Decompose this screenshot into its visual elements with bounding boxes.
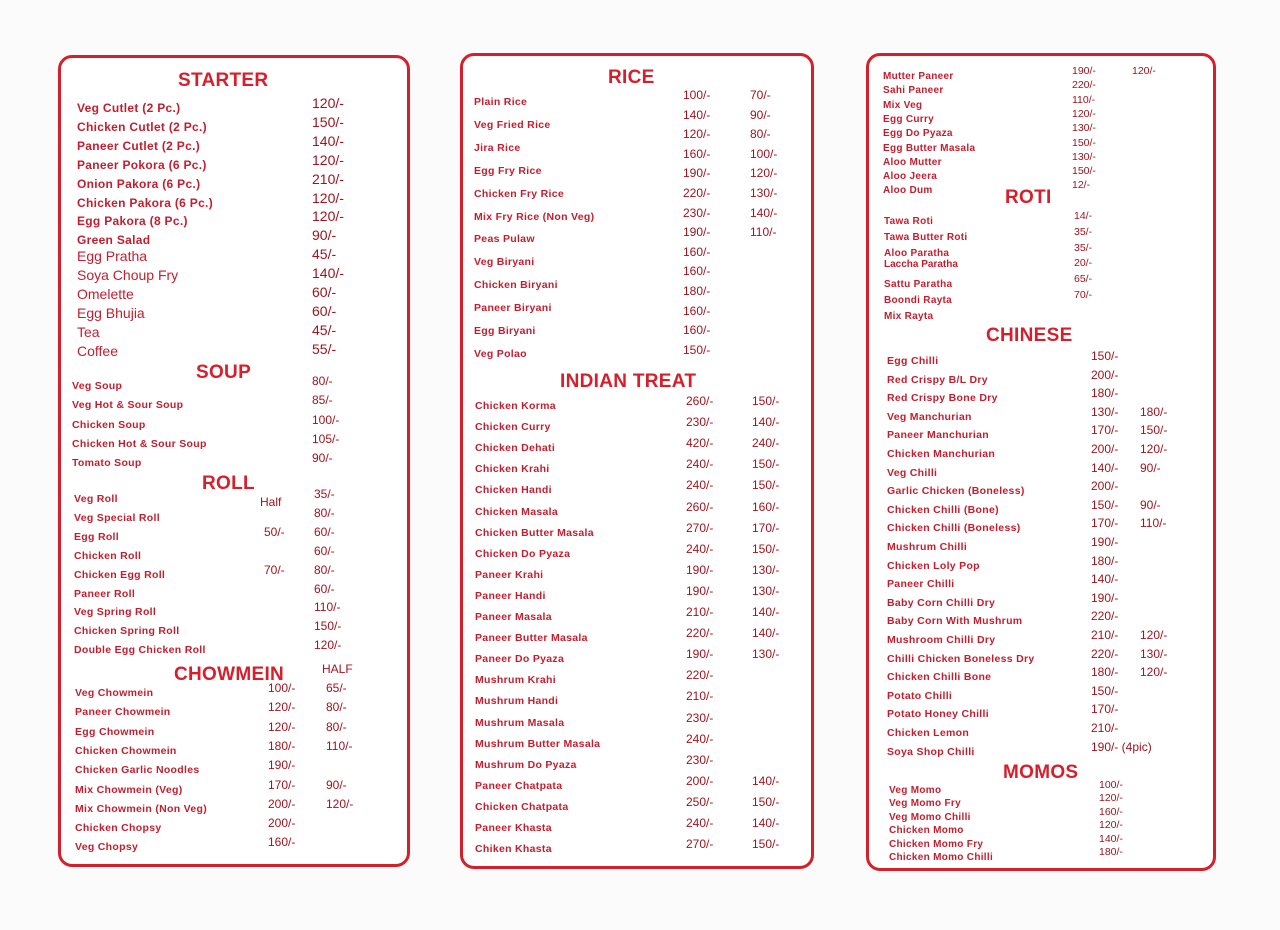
item-price: 220/- bbox=[1091, 609, 1119, 624]
item-price: 35/- bbox=[314, 487, 335, 501]
item-name: Mushrum Butter Masala bbox=[475, 737, 601, 750]
item-price: 60/- bbox=[312, 302, 337, 319]
item-price: 130/- bbox=[752, 647, 780, 662]
item-price: 120/- bbox=[1072, 107, 1096, 120]
item-name: Mix Chowmein (Non Veg) bbox=[75, 802, 208, 815]
item-price: 80/- bbox=[314, 562, 335, 577]
item-price: 140/- bbox=[752, 773, 780, 788]
item-name: Veg Special Roll bbox=[74, 511, 160, 524]
item-name: Mix Chowmein (Veg) bbox=[75, 783, 183, 796]
item-name: Chicken Do Pyaza bbox=[475, 547, 571, 560]
item-price: 120/- bbox=[1140, 665, 1168, 680]
item-name: Aloo Dum bbox=[883, 185, 933, 197]
item-name: Chicken Chilli Bone bbox=[887, 671, 992, 684]
section-title: SOUP bbox=[196, 362, 252, 383]
item-price: 140/- bbox=[1091, 460, 1119, 475]
item-price: 210/- bbox=[1091, 721, 1119, 735]
item-name: Red Crispy Bone Dry bbox=[887, 392, 998, 405]
item-price: 60/- bbox=[314, 524, 335, 539]
item-name: Veg Chowmein bbox=[75, 687, 154, 699]
item-name: Mushrum Krahi bbox=[475, 674, 556, 687]
item-price: 140/- bbox=[752, 415, 780, 430]
item-name: Boondi Rayta bbox=[884, 295, 953, 306]
item-price: 170/- bbox=[1091, 702, 1119, 717]
item-name: Aloo Mutter bbox=[883, 156, 942, 168]
item-name: Chicken Masala bbox=[475, 505, 558, 518]
item-price: 85/- bbox=[312, 393, 333, 408]
item-name: Veg Manchurian bbox=[887, 410, 972, 423]
section-title: CHINESE bbox=[986, 325, 1073, 346]
item-name: Chicken Egg Roll bbox=[74, 568, 166, 581]
item-price: 110/- bbox=[314, 600, 341, 615]
item-price: 260/- bbox=[686, 499, 714, 514]
item-name: Chilli Chicken Boneless Dry bbox=[887, 652, 1035, 665]
item-price: 230/- bbox=[686, 752, 714, 767]
item-price: 220/- bbox=[1091, 646, 1119, 661]
item-price: 180/- bbox=[683, 284, 711, 298]
item-name: Veg Momo Fry bbox=[889, 798, 961, 810]
item-price: 150/- bbox=[1140, 423, 1168, 438]
item-name: Sattu Paratha bbox=[884, 279, 953, 291]
column-header: HALF bbox=[322, 662, 353, 676]
item-price: 140/- bbox=[750, 205, 778, 220]
item-name: Soya Choup Fry bbox=[77, 267, 179, 284]
item-price: 120/- bbox=[314, 638, 342, 653]
item-name: Chicken Chowmein bbox=[75, 744, 177, 757]
item-price: 190/- bbox=[686, 583, 714, 598]
item-price: 130/- bbox=[750, 186, 778, 200]
item-name: Chicken Chilli (Bone) bbox=[887, 503, 999, 516]
item-name: Egg Bhujia bbox=[77, 304, 145, 321]
item-name: Chicken Lemon bbox=[887, 727, 970, 739]
item-price: 150/- bbox=[1072, 136, 1096, 149]
item-price: 110/- bbox=[1072, 93, 1096, 106]
item-name: Veg Roll bbox=[74, 493, 118, 505]
item-price: 90/- bbox=[326, 777, 347, 792]
item-name: Potato Chilli bbox=[887, 689, 953, 702]
item-name: Egg Fry Rice bbox=[474, 164, 542, 177]
item-name: Aloo Paratha bbox=[884, 247, 950, 259]
item-price: 120/- bbox=[312, 208, 344, 225]
item-name: Paneer Krahi bbox=[475, 568, 544, 581]
item-price: 70/- bbox=[750, 88, 771, 102]
item-name: Double Egg Chicken Roll bbox=[74, 644, 206, 657]
item-name: Omelette bbox=[77, 286, 134, 302]
item-name: Chicken Momo Fry bbox=[889, 838, 984, 850]
item-price: 200/- bbox=[1091, 479, 1119, 494]
item-name: Red Crispy B/L Dry bbox=[887, 373, 988, 386]
item-price: 130/- bbox=[1072, 150, 1096, 163]
item-price: 210/- bbox=[1091, 628, 1119, 642]
item-price: 120/- bbox=[1099, 819, 1123, 832]
item-name: Mushrum Chilli bbox=[887, 541, 968, 553]
item-name: Paneer Roll bbox=[74, 587, 136, 600]
item-price: 90/- bbox=[750, 107, 771, 122]
item-name: Egg Pratha bbox=[77, 248, 148, 265]
item-name: Chicken Garlic Noodles bbox=[75, 764, 200, 777]
item-price: 160/- bbox=[268, 835, 296, 850]
item-name: Chicken Curry bbox=[475, 421, 551, 434]
item-price: 130/- bbox=[752, 583, 780, 598]
item-price: 150/- bbox=[1091, 683, 1119, 698]
item-price: 100/- bbox=[683, 88, 711, 102]
item-name: Veg Fried Rice bbox=[474, 118, 551, 131]
item-price: 35/- bbox=[1074, 225, 1093, 238]
item-name: Mix Rayta bbox=[884, 310, 934, 322]
item-name: Veg Hot & Sour Soup bbox=[72, 399, 184, 412]
item-price: 140/- bbox=[752, 605, 780, 619]
item-price: 60/- bbox=[314, 581, 335, 596]
item-name: Veg Soup bbox=[72, 380, 123, 392]
item-price: 110/- bbox=[750, 225, 777, 240]
item-price: 65/- bbox=[1074, 273, 1093, 286]
item-price: 60/- bbox=[312, 284, 337, 300]
item-price: 190/- bbox=[1091, 590, 1119, 605]
item-price: 120/- bbox=[312, 189, 344, 206]
item-name: Chicken Butter Masala bbox=[475, 526, 594, 539]
item-name: Chicken Hot & Sour Soup bbox=[72, 437, 207, 450]
item-price: 130/- bbox=[752, 562, 780, 577]
section-title: ROTI bbox=[1005, 187, 1052, 208]
item-name: Paneer Chowmein bbox=[75, 706, 171, 719]
item-name: Paneer Biryani bbox=[474, 302, 552, 315]
item-price: 120/- bbox=[1132, 65, 1156, 77]
item-name: Chicken Spring Roll bbox=[74, 625, 180, 638]
item-name: Chiken Khasta bbox=[475, 843, 552, 856]
item-name: Mutter Paneer bbox=[883, 71, 954, 82]
item-price: 220/- bbox=[1072, 79, 1096, 92]
item-price: 150/- bbox=[752, 457, 780, 472]
item-price: 140/- bbox=[312, 132, 344, 149]
item-price: 150/- bbox=[752, 794, 780, 809]
item-price: 180/- bbox=[1099, 846, 1123, 858]
item-name: Soya Shop Chilli bbox=[887, 745, 975, 758]
item-name: Sahi Paneer bbox=[883, 85, 944, 97]
item-price: 210/- bbox=[686, 605, 714, 619]
item-price: 150/- bbox=[1091, 349, 1119, 363]
item-price: 170/- bbox=[268, 777, 296, 792]
item-name: Paneer Pokora (6 Pc.) bbox=[77, 157, 207, 172]
item-name: Chicken Chatpata bbox=[475, 800, 569, 813]
item-price: 100/- bbox=[268, 681, 296, 695]
item-name: Veg Spring Roll bbox=[74, 606, 157, 619]
item-name: Plain Rice bbox=[474, 96, 528, 108]
item-price: 120/- bbox=[268, 700, 296, 715]
item-price: 180/- bbox=[1091, 665, 1119, 680]
item-price: 14/- bbox=[1074, 210, 1093, 222]
item-name: Coffee bbox=[77, 342, 118, 359]
item-price: 80/- bbox=[750, 127, 771, 142]
item-name: Chicken Chopsy bbox=[75, 822, 162, 835]
item-price: 120/- bbox=[750, 166, 778, 181]
item-name: Mix Veg bbox=[883, 99, 923, 111]
item-price: 200/- bbox=[1091, 367, 1119, 382]
item-price: 230/- bbox=[686, 415, 714, 430]
item-price: 240/- bbox=[752, 436, 780, 451]
item-name: Egg Pakora (8 Pc.) bbox=[77, 214, 188, 229]
item-price: 120/- bbox=[268, 719, 296, 734]
item-price: 150/- bbox=[312, 113, 344, 130]
item-name: Paneer Do Pyaza bbox=[475, 653, 565, 666]
item-price: 150/- bbox=[683, 342, 711, 357]
item-price: 150/- bbox=[752, 478, 780, 493]
item-price: 160/- bbox=[683, 244, 711, 259]
item-name: Paneer Chilli bbox=[887, 578, 955, 591]
item-name: Veg Chopsy bbox=[75, 841, 139, 854]
item-name: Veg Momo Chilli bbox=[889, 811, 971, 823]
item-price: 240/- bbox=[686, 731, 714, 746]
item-price: 180/- bbox=[268, 738, 296, 753]
item-name: Chicken Cutlet (2 Pc.) bbox=[77, 119, 207, 134]
item-price: 190/- bbox=[1091, 535, 1119, 549]
item-price: 160/- bbox=[752, 499, 780, 514]
item-name: Chicken Krahi bbox=[475, 463, 550, 476]
item-price: 130/- bbox=[1072, 122, 1096, 135]
column-header: Half bbox=[260, 495, 282, 509]
item-price: 90/- bbox=[1140, 497, 1161, 512]
item-name: Chicken Dehati bbox=[475, 442, 556, 455]
item-name: Veg Polao bbox=[474, 347, 527, 360]
item-price: 160/- bbox=[683, 303, 711, 318]
item-price: 190/- bbox=[683, 225, 711, 240]
item-price: 160/- bbox=[683, 264, 711, 279]
section-title: RICE bbox=[608, 67, 655, 88]
item-price: 200/- bbox=[268, 796, 296, 811]
item-name: Chicken Fry Rice bbox=[474, 187, 564, 200]
item-price: 250/- bbox=[686, 794, 714, 809]
item-name: Egg Roll bbox=[74, 530, 119, 543]
item-name: Tawa Roti bbox=[884, 216, 934, 227]
item-name: Veg Biryani bbox=[474, 256, 535, 269]
item-name: Baby Corn With Mushrum bbox=[887, 615, 1023, 628]
item-price: 120/- bbox=[1140, 628, 1168, 642]
item-price: 105/- bbox=[312, 431, 340, 446]
item-price: 35/- bbox=[1074, 241, 1093, 254]
item-price: 140/- bbox=[1091, 572, 1119, 587]
item-price: 120/- bbox=[1099, 792, 1123, 805]
item-price: 270/- bbox=[686, 837, 714, 852]
item-name: Chicken Handi bbox=[475, 484, 552, 497]
item-price: 55/- bbox=[312, 340, 337, 357]
item-name: Chicken Chilli (Boneless) bbox=[887, 522, 1021, 535]
item-price: 70/- bbox=[1074, 289, 1093, 301]
item-name: Baby Corn Chilli Dry bbox=[887, 596, 996, 609]
item-name: Tomato Soup bbox=[72, 457, 142, 470]
section-title: MOMOS bbox=[1003, 762, 1079, 783]
item-price: 110/- bbox=[326, 738, 353, 753]
item-price: 200/- bbox=[268, 816, 296, 831]
item-name: Mushrum Masala bbox=[475, 716, 565, 729]
item-price: 150/- bbox=[1091, 497, 1119, 512]
item-price: 160/- bbox=[683, 146, 711, 161]
item-price: 210/- bbox=[686, 689, 714, 704]
item-price: 190/- (4pic) bbox=[1091, 739, 1152, 754]
item-price: 140/- bbox=[683, 107, 711, 122]
item-price: 120/- bbox=[326, 796, 354, 811]
item-price: 100/- bbox=[312, 412, 340, 427]
item-price: 80/- bbox=[314, 505, 335, 520]
item-price: 45/- bbox=[312, 321, 337, 338]
item-name: Veg Cutlet (2 Pc.) bbox=[77, 101, 181, 115]
item-name: Egg Chowmein bbox=[75, 725, 155, 738]
item-price: 160/- bbox=[1099, 805, 1123, 818]
item-price: 90/- bbox=[312, 227, 337, 244]
item-price: 160/- bbox=[683, 323, 711, 338]
section-title: ROLL bbox=[202, 473, 255, 494]
item-name: Egg Curry bbox=[883, 113, 935, 125]
item-price: 190/- bbox=[268, 758, 296, 773]
item-price: 190/- bbox=[683, 166, 711, 181]
item-name: Chicken Biryani bbox=[474, 279, 558, 292]
item-name: Tea bbox=[77, 323, 100, 340]
item-price: 220/- bbox=[686, 626, 714, 641]
item-price: 420/- bbox=[686, 436, 714, 451]
item-name: Garlic Chicken (Boneless) bbox=[887, 485, 1025, 498]
item-price: 140/- bbox=[752, 816, 780, 830]
item-price: 230/- bbox=[686, 710, 714, 725]
item-price: 240/- bbox=[686, 478, 714, 493]
item-name: Paneer Masala bbox=[475, 611, 552, 623]
item-price: 140/- bbox=[752, 626, 780, 641]
section-title: INDIAN TREAT bbox=[560, 371, 697, 392]
item-price: 200/- bbox=[686, 773, 714, 788]
item-name: Chicken Pakora (6 Pc.) bbox=[77, 195, 213, 210]
item-price: 140/- bbox=[312, 265, 344, 282]
item-name: Tawa Butter Roti bbox=[884, 231, 968, 243]
item-price: 240/- bbox=[686, 541, 714, 556]
item-name: Laccha Paratha bbox=[884, 259, 958, 271]
item-price: 180/- bbox=[1091, 553, 1119, 568]
item-name: Potato Honey Chilli bbox=[887, 708, 989, 721]
item-name: Veg Momo bbox=[889, 785, 942, 796]
item-price: 230/- bbox=[683, 205, 711, 220]
item-name: Green Salad bbox=[77, 233, 151, 248]
item-price: 110/- bbox=[1140, 516, 1167, 531]
item-name: Mix Fry Rice (Non Veg) bbox=[474, 210, 595, 223]
section-title: CHOWMEIN bbox=[174, 664, 285, 685]
item-name: Chicken Momo bbox=[889, 825, 964, 837]
item-price: 150/- bbox=[752, 541, 780, 556]
item-price: 45/- bbox=[312, 246, 337, 263]
item-price: 120/- bbox=[1140, 442, 1168, 456]
item-price: 80/- bbox=[326, 700, 347, 715]
item-name: Aloo Jeera bbox=[883, 171, 938, 183]
item-name: Mushroom Chilli Dry bbox=[887, 634, 996, 646]
item-name: Paneer Khasta bbox=[475, 822, 552, 834]
item-name: Paneer Handi bbox=[475, 589, 546, 602]
item-price: 150/- bbox=[1072, 165, 1096, 178]
item-name: Egg Butter Masala bbox=[883, 142, 976, 154]
item-price: 90/- bbox=[1140, 460, 1161, 475]
item-price: 80/- bbox=[312, 374, 333, 388]
item-name: Paneer Cutlet (2 Pc.) bbox=[77, 138, 201, 153]
item-name: Paneer Manchurian bbox=[887, 429, 989, 442]
item-price: 240/- bbox=[686, 457, 714, 472]
section-title: STARTER bbox=[178, 70, 269, 91]
item-name: Chicken Loly Pop bbox=[887, 559, 980, 572]
item-name: Egg Do Pyaza bbox=[883, 128, 953, 140]
item-price: 120/- bbox=[312, 151, 344, 168]
item-name: Peas Pulaw bbox=[474, 233, 535, 246]
item-price: 100/- bbox=[750, 146, 778, 161]
item-name: Jira Rice bbox=[474, 141, 521, 154]
item-price: 180/- bbox=[1140, 404, 1168, 419]
item-name: Egg Biryani bbox=[474, 325, 536, 337]
item-price: 170/- bbox=[1091, 423, 1119, 438]
item-name: Onion Pakora (6 Pc.) bbox=[77, 176, 201, 191]
item-price: 210/- bbox=[312, 170, 344, 187]
item-price: 150/- bbox=[752, 394, 780, 408]
item-price: 170/- bbox=[1091, 516, 1119, 531]
item-price: 100/- bbox=[1099, 779, 1123, 791]
item-name: Chicken Momo Chilli bbox=[889, 852, 994, 863]
item-price: 260/- bbox=[686, 394, 714, 408]
item-price: 200/- bbox=[1091, 442, 1119, 456]
item-price: 220/- bbox=[686, 668, 714, 683]
item-price: 60/- bbox=[314, 543, 335, 558]
item-price: 170/- bbox=[752, 520, 780, 535]
item-name: Chicken Korma bbox=[475, 400, 556, 412]
item-price: 270/- bbox=[686, 520, 714, 535]
item-price: 190/- bbox=[1072, 65, 1096, 77]
item-price: 140/- bbox=[1099, 832, 1123, 845]
item-price: 130/- bbox=[1140, 646, 1168, 661]
item-price: 240/- bbox=[686, 816, 714, 830]
item-price: 190/- bbox=[686, 647, 714, 662]
item-price: 90/- bbox=[312, 451, 333, 466]
item-price: 65/- bbox=[326, 681, 347, 695]
item-price: 130/- bbox=[1091, 404, 1119, 419]
item-name: Chicken Soup bbox=[72, 418, 146, 431]
item-price: 70/- bbox=[264, 562, 285, 577]
item-name: Veg Chilli bbox=[887, 466, 938, 479]
item-price: 180/- bbox=[1091, 386, 1119, 401]
item-price: 12/- bbox=[1072, 179, 1091, 192]
item-name: Mushrum Do Pyaza bbox=[475, 758, 577, 771]
item-name: Chicken Manchurian bbox=[887, 448, 996, 460]
item-name: Paneer Chatpata bbox=[475, 779, 563, 792]
item-price: 80/- bbox=[326, 719, 347, 734]
item-name: Egg Chilli bbox=[887, 355, 939, 367]
item-name: Chicken Roll bbox=[74, 549, 142, 562]
item-name: Paneer Butter Masala bbox=[475, 632, 588, 645]
item-price: 50/- bbox=[264, 524, 285, 539]
item-price: 120/- bbox=[683, 127, 711, 142]
item-price: 150/- bbox=[752, 837, 780, 852]
item-name: Mushrum Handi bbox=[475, 695, 559, 708]
item-price: 20/- bbox=[1074, 257, 1093, 270]
item-price: 150/- bbox=[314, 619, 342, 634]
item-price: 220/- bbox=[683, 186, 711, 200]
item-price: 190/- bbox=[686, 562, 714, 577]
item-price: 120/- bbox=[312, 95, 344, 111]
